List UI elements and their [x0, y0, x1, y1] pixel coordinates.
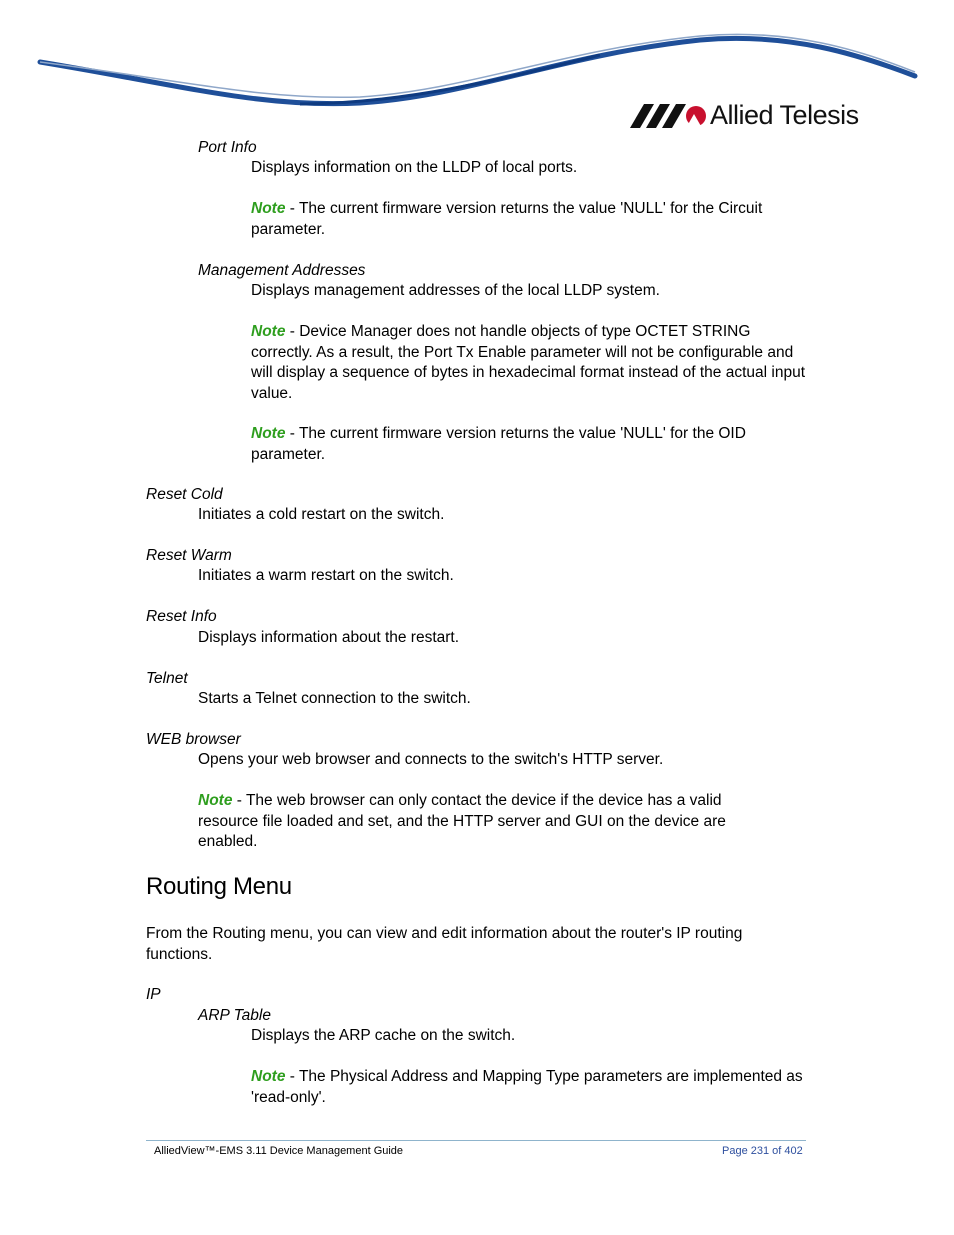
note-arp-table [251, 1067, 811, 1108]
note-text: - The web browser can only contact the device if the device has a valid resource file loaded and set, and the HTTP server and GUI on the device are enabled. [198, 792, 726, 850]
footer-page-number: Page 231 of 402 [722, 1145, 803, 1157]
note-web-browser [198, 791, 778, 853]
term-reset-cold: Reset Cold [146, 486, 223, 503]
note-port-info [251, 199, 811, 240]
term-arp-table: ARP Table [198, 1007, 271, 1024]
term-telnet: Telnet [146, 670, 188, 687]
desc-web-browser: Opens your web browser and connects to the switch's HTTP server. [198, 751, 664, 768]
desc-reset-info: Displays information about the restart. [198, 629, 460, 646]
note-label: Note [198, 792, 233, 809]
desc-telnet: Starts a Telnet connection to the switch. [198, 690, 471, 707]
note-text: - The Physical Address and Mapping Type parameters are implemented as 'read-only'. [251, 1068, 803, 1106]
note-label: Note [251, 425, 286, 442]
note-text: - The current firmware version returns the value 'NULL' for the Circuit parameter. [251, 200, 763, 238]
note-management-addresses-1 [251, 322, 811, 404]
logo-text: Allied Telesis [710, 100, 859, 130]
desc-reset-warm: Initiates a warm restart on the switch. [198, 567, 454, 584]
footer-doc-title: AlliedView™-EMS 3.11 Device Management Guide [154, 1145, 404, 1157]
note-text: - The current firmware version returns the value 'NULL' for the OID parameter. [251, 425, 746, 463]
intro-routing-menu: From the Routing menu, you can view and edit information about the router's IP routing functions. [146, 925, 743, 963]
allied-telesis-logo [630, 100, 870, 136]
term-management-addresses: Management Addresses [198, 262, 366, 279]
note-label: Note [251, 200, 286, 217]
term-port-info: Port Info [198, 139, 257, 156]
desc-management-addresses: Displays management addresses of the local LLDP system. [251, 282, 660, 299]
note-management-addresses-2 [251, 424, 811, 465]
heading-routing-menu: Routing Menu [146, 873, 292, 900]
desc-arp-table: Displays the ARP cache on the switch. [251, 1027, 516, 1044]
note-text: - Device Manager does not handle objects of type OCTET STRING correctly. As a result, the Port Tx Enable parameter will not be configurable and will display a sequence of bytes in hexadecimal format instead of the actual input value. [251, 323, 806, 402]
desc-port-info: Displays information on the LLDP of local ports. [251, 159, 578, 176]
term-reset-warm: Reset Warm [146, 547, 232, 564]
note-label: Note [251, 1068, 286, 1085]
footer-rule [146, 1140, 806, 1141]
term-web-browser: WEB browser [146, 731, 241, 748]
note-label: Note [251, 323, 286, 340]
desc-reset-cold: Initiates a cold restart on the switch. [198, 506, 445, 523]
term-reset-info: Reset Info [146, 608, 217, 625]
logo-mark-icon [630, 104, 706, 128]
term-ip: IP [146, 986, 161, 1003]
